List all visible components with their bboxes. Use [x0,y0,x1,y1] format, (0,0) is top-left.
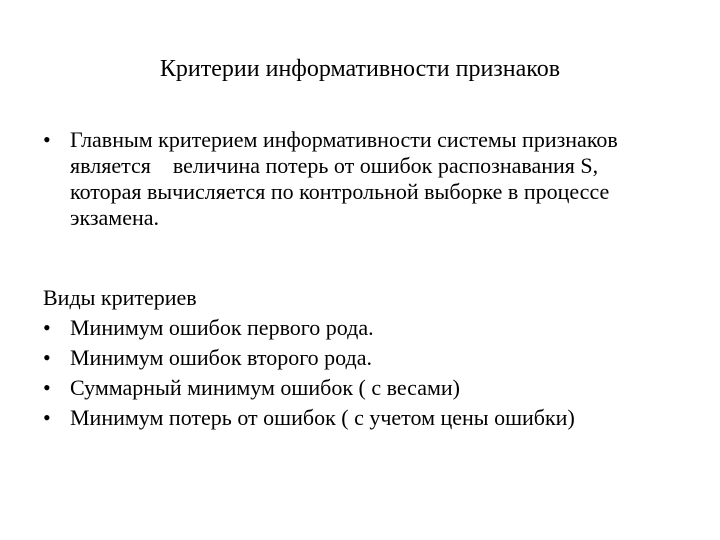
bullet-marker: • [43,127,51,152]
main-bullet-line-2 [70,153,683,179]
slide-title: Критерии информативности признаков [159,56,561,82]
bullet-marker: • [43,315,51,340]
bullet-marker: • [43,345,51,370]
main-bullet-line-3: которая вычисляется по контрольной выборке в процессе [70,179,610,204]
main-bullet-line-1: Главным критерием информативности системы признаков [70,127,618,152]
criteria-item [43,315,703,345]
main-bullet-row [43,127,683,231]
criteria-item-text: Минимум потерь от ошибок ( с учетом цены ошибки) [70,405,575,430]
criteria-item [43,375,703,405]
criteria-kinds-heading: Виды критериев [43,285,197,310]
criteria-kinds [43,285,703,435]
main-bullet-text [70,127,683,231]
bullet-marker: • [43,375,51,400]
main-bullet-line-2-start: является [70,153,151,178]
main-bullet [43,127,683,231]
main-bullet-line-4: экзамена. [70,205,160,230]
criteria-item-text: Минимум ошибок первого рода. [70,315,374,340]
bullet-marker: • [43,405,51,430]
main-bullet-line-2-end: величина потерь от ошибок распознавания S, [172,153,599,178]
criteria-item-text: Минимум ошибок второго рода. [70,345,372,370]
criteria-item [43,405,703,435]
criteria-item-text: Суммарный минимум ошибок ( с весами) [70,375,460,400]
criteria-item [43,345,703,375]
